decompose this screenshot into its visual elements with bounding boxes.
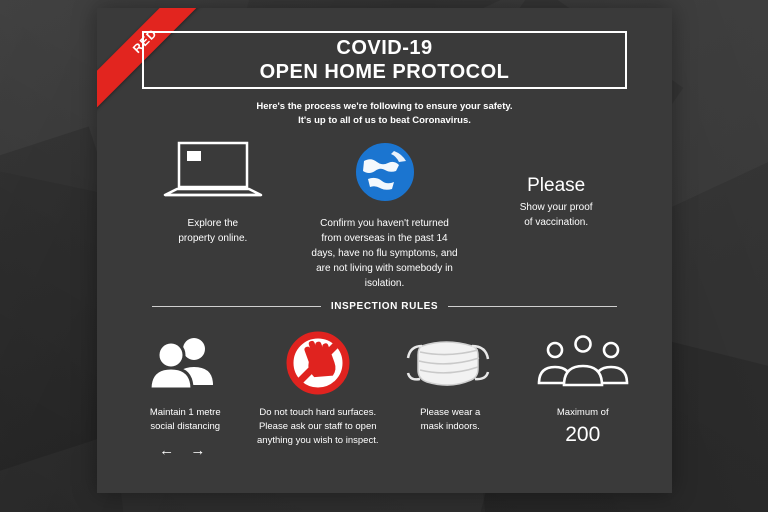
rule-max-line-1: Maximum of [556, 407, 609, 418]
please-heading: Please [527, 175, 586, 196]
rules-row [119, 328, 649, 459]
rule-no-touch-line-2: Please ask our staff to open [258, 421, 377, 432]
divider-rule-right [448, 306, 617, 307]
rule-max-text [557, 406, 609, 448]
face-mask-icon [404, 328, 496, 398]
divider-label: INSPECTION RULES [330, 301, 439, 312]
step-explore-line-2: property online. [178, 233, 248, 244]
rule-max-occupancy [517, 328, 650, 448]
rule-no-touch-text [257, 406, 378, 448]
subtitle-line-1: Here's the process we're following to ensure your safety. [256, 101, 513, 112]
please-line-2: of vaccination. [524, 217, 589, 228]
inspection-rules-divider [152, 301, 617, 312]
step-travel-declaration [299, 136, 471, 291]
step-explore-line-1: Explore the [187, 218, 239, 229]
globe-icon [354, 136, 416, 208]
rule-mask-text [420, 406, 480, 434]
rule-no-touch [252, 328, 385, 448]
divider-rule-left [152, 306, 321, 307]
page-title [142, 31, 627, 89]
distance-arrows-icon: ← → [159, 442, 212, 459]
rule-social-distancing-text [150, 406, 221, 434]
please-block [520, 174, 593, 230]
rule-wear-mask [384, 328, 517, 434]
step-vaccination-proof [470, 136, 642, 230]
title-line-1: COVID-19 [336, 37, 433, 59]
rule-mask-line-1: Please wear a [420, 407, 481, 418]
rule-distancing-line-1: Maintain 1 metre [149, 407, 221, 418]
subtitle [142, 100, 627, 128]
rule-no-touch-line-1: Do not touch hard surfaces. [259, 407, 377, 418]
no-touch-icon [286, 328, 350, 398]
poster [97, 8, 672, 493]
people-distancing-icon [142, 328, 228, 398]
step-travel-text: Confirm you haven't returned from overseas in the past 14 days, have no flu symptoms, and are not living with somebody in isolation. [311, 218, 458, 289]
steps-row [127, 136, 642, 296]
title-line-2: OPEN HOME PROTOCOL [259, 61, 510, 83]
ribbon-label: RED [130, 26, 160, 56]
step-explore-online [127, 136, 299, 246]
rule-no-touch-line-3: anything you wish to inspect. [257, 435, 379, 446]
step-explore-text [178, 216, 247, 246]
group-of-people-icon [535, 328, 631, 398]
subtitle-line-2: It's up to all of us to beat Coronavirus. [298, 115, 471, 126]
laptop-icon [161, 136, 265, 208]
please-line-1: Show your proof [519, 202, 593, 213]
rule-distancing-line-2: social distancing [150, 421, 221, 432]
rule-social-distancing [119, 328, 252, 459]
rule-mask-line-2: mask indoors. [420, 421, 480, 432]
max-occupancy-number: 200 [565, 423, 601, 446]
